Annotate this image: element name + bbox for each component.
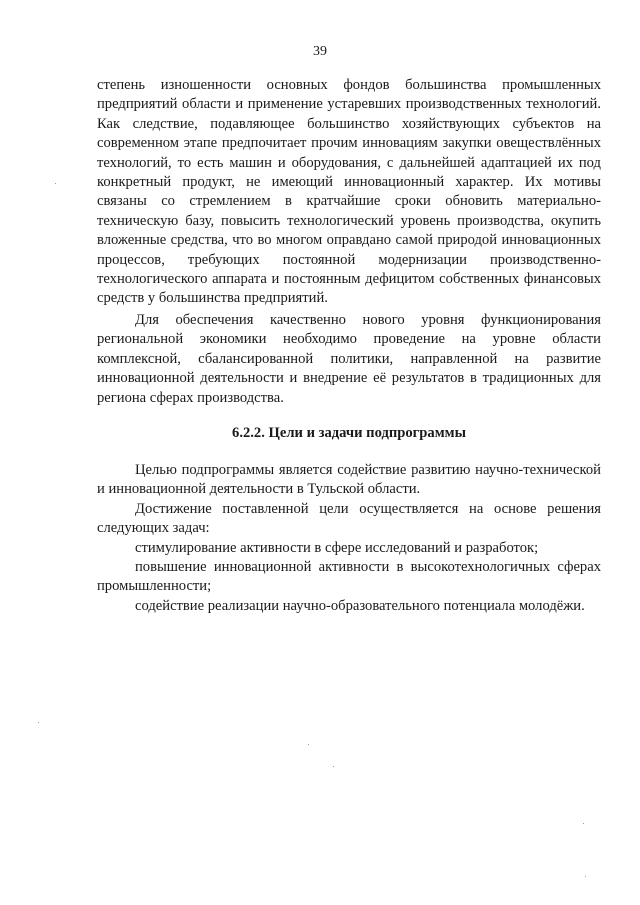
paragraph-policy	[97, 311, 601, 408]
section-heading: 6.2.2. Цели и задачи подпрограммы	[232, 425, 466, 441]
paragraph-text: степень изношенности основных фондов большинства промышленных предприятий области и применение устаревших производственных технологий. Как следствие, подавляющее большинство хозяйствующих субъектов на современном этапе предпочитает прочим инновациям закупки овеществлённых технологий, то есть машин и оборудования, с дальнейшей адаптацией их под конкретный продукт, не имеющий инновационный характер. Их мотивы связаны со стремлением в кратчайшие сроки обновить материально-техническую базу, повысить технологический уровень производства, окупить вложенные средства, что во многом оправдано самой природой инновационных процессов, требующих постоянной модернизации производственно-технологического аппарата и постоянным дефицитом собственных финансовых средств у большинства предприятий.	[97, 77, 601, 307]
scan-speck	[55, 183, 56, 184]
scan-speck	[583, 823, 584, 824]
page-number: 39	[313, 44, 327, 59]
task-item: повышение инновационной активности в высокотехнологичных сферах промышленности;	[97, 559, 601, 595]
scan-speck	[308, 744, 309, 745]
scan-speck	[585, 876, 586, 877]
goals-section-body	[97, 461, 601, 616]
scan-speck	[333, 766, 334, 767]
paragraph-continuation	[97, 76, 601, 309]
paragraph-goal: Целью подпрограммы является содействие развитию научно-технической и инновационной деятельности в Тульской области.	[97, 462, 601, 498]
task-item: содействие реализации научно-образовательного потенциала молодёжи.	[135, 597, 585, 614]
task-item: стимулирование активности в сфере исследований и разработок;	[135, 539, 539, 556]
scan-speck	[38, 722, 39, 723]
paragraph-text: Для обеспечения качественно нового уровня функционирования региональной экономики необходимо проведение на уровне области комплексной, сбалансированной политики, направленной на развитие инновационной деятельности и внедрение её результатов в традиционных для региона сферах производства.	[97, 312, 601, 406]
paragraph-achievement: Достижение поставленной цели осуществляется на основе решения следующих задач:	[97, 500, 601, 537]
